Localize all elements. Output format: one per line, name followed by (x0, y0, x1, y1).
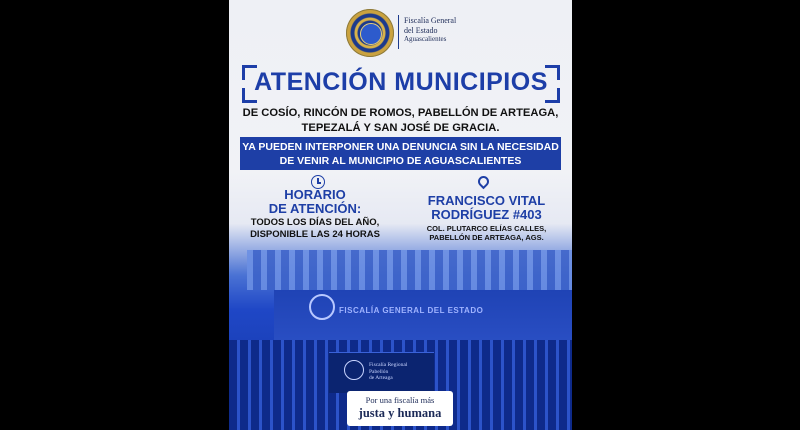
seal-emblem (360, 23, 382, 45)
page-title: ATENCIÓN MUNICIPIOS (254, 68, 548, 96)
hours-title-line-2: DE ATENCIÓN: (268, 201, 362, 216)
poster (229, 0, 572, 430)
title-frame (242, 65, 560, 103)
org-line-3: Aguascalientes (404, 35, 447, 43)
monument-line-1: Fiscalía Regional (369, 362, 408, 368)
organization-name (404, 16, 456, 45)
map-pin-icon (476, 174, 492, 190)
address-title-line-2: RODRÍGUEZ #403 (431, 207, 542, 222)
org-line-2: del Estado (404, 25, 438, 35)
monument-line-2: Pabellón (369, 368, 389, 375)
facade-logo (309, 294, 335, 320)
announcement-banner (240, 137, 561, 170)
municipalities-subtitle (229, 106, 572, 136)
hours-title (229, 188, 401, 216)
banner-line-1: YA PUEDEN INTERPONER UNA DENUNCIA SIN LA NECESIDAD (242, 141, 559, 153)
slogan-box (347, 391, 453, 426)
monument-line-3: de Arteaga (369, 375, 393, 381)
hours-detail-line-2: DISPONIBLE LAS 24 HORAS (250, 228, 380, 240)
slogan-line-1: Por una fiscalía más (365, 395, 435, 405)
state-seal-logo (346, 9, 394, 57)
address-title (401, 194, 572, 222)
subtitle-line-1: DE COSÍO, RINCÓN DE ROMOS, PABELLÓN DE ARTEAGA, (242, 107, 559, 119)
hours-detail (229, 217, 401, 240)
address-title-line-1: FRANCISCO VITAL (427, 193, 546, 208)
slogan-line-2: justa y humana (358, 406, 442, 420)
monument-sign (369, 362, 407, 382)
subtitle-line-2: TEPEZALÁ Y SAN JOSÉ DE GRACIA. (301, 122, 500, 134)
banner-line-2: DE VENIR AL MUNICIPIO DE AGUASCALIENTES (279, 155, 522, 167)
facade-sign: FISCALÍA GENERAL DEL ESTADO (339, 306, 484, 315)
hours-title-line-1: HORARIO (284, 187, 346, 202)
address-detail-line-2: PABELLÓN DE ARTEAGA, AGS. (429, 233, 544, 242)
monument-seal-logo (344, 360, 364, 380)
org-line-1: Fiscalía General (404, 16, 457, 25)
header (229, 0, 572, 62)
address-detail-line-1: COL. PLUTARCO ELÍAS CALLES, (426, 224, 547, 233)
building-roof (247, 250, 572, 290)
hours-detail-line-1: TODOS LOS DÍAS DEL AÑO, (250, 217, 380, 228)
header-divider (398, 15, 399, 49)
